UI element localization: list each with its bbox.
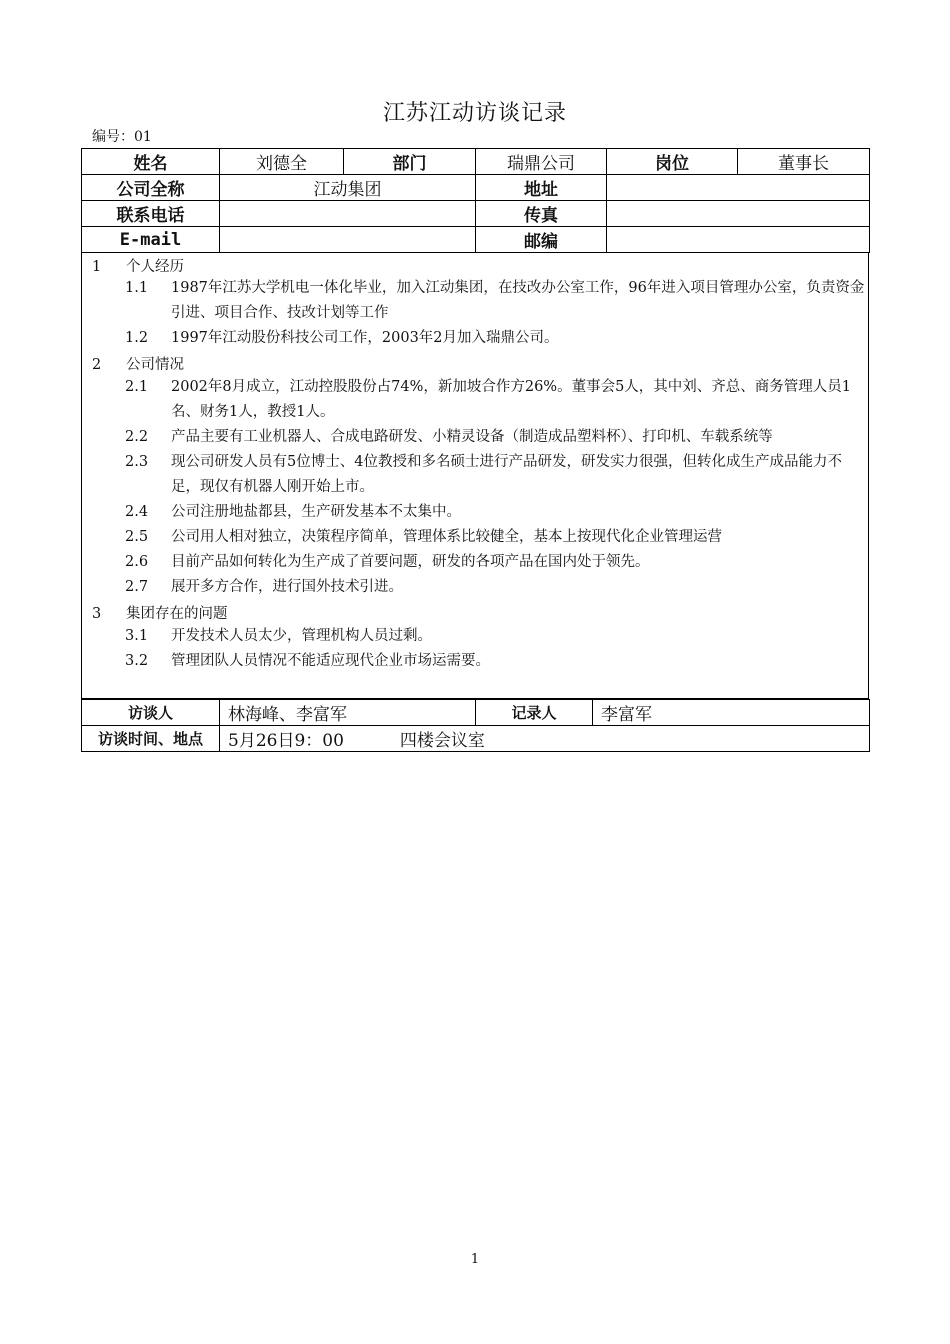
document-number: 编号：01 — [92, 129, 152, 145]
list-item: 2.4 公司注册地盐都县，生产研发基本不太集中。 — [125, 504, 461, 520]
footer-row-time-place — [82, 726, 870, 752]
interviewer-value: 林海峰、李富军 — [220, 700, 476, 726]
address-label: 地址 — [476, 175, 607, 201]
company-label: 公司全称 — [82, 175, 220, 201]
info-row-company — [82, 175, 870, 201]
company-value: 江动集团 — [220, 175, 476, 201]
fax-value — [607, 201, 870, 227]
department-label: 部门 — [344, 149, 476, 175]
recorder-value: 李富军 — [593, 700, 870, 726]
fax-label: 传真 — [476, 201, 607, 227]
section-heading: 1 个人经历 — [92, 259, 184, 275]
interview-footer-table — [81, 699, 870, 752]
list-item: 3.2 管理团队人员情况不能适应现代企业市场运需要。 — [125, 653, 490, 669]
position-label: 岗位 — [607, 149, 738, 175]
department-value: 瑞鼎公司 — [476, 149, 607, 175]
page-number: 1 — [470, 1252, 480, 1267]
list-item: 2.7 展开多方合作，进行国外技术引进。 — [125, 579, 403, 595]
list-item: 1.1 1987年江苏大学机电一体化毕业，加入江动集团，在技改办公室工作，96年进入项目管理办公室，负责资金引进、项目合作、技改计划等工作 — [125, 280, 865, 321]
list-item: 2.5 公司用人相对独立，决策程序简单，管理体系比较健全，基本上按现代化企业管理运营 — [125, 529, 722, 545]
section-heading: 2 公司情况 — [92, 357, 184, 373]
list-item: 2.6 目前产品如何转化为生产成了首要问题，研发的各项产品在国内处于领先。 — [125, 554, 650, 570]
list-item: 2.1 2002年8月成立，江动控股股份占74%，新加坡合作方26%。董事会5人，其中刘、齐总、商务管理人员1名、财务1人，教授1人。 — [125, 379, 852, 420]
basic-info-table — [81, 148, 870, 253]
position-value: 董事长 — [738, 149, 870, 175]
email-value — [220, 227, 476, 253]
phone-value — [220, 201, 476, 227]
info-row-phone — [82, 201, 870, 227]
zip-value — [607, 227, 870, 253]
footer-row-people — [82, 700, 870, 726]
info-row-email — [82, 227, 870, 253]
page-title: 江苏江动访谈记录 — [382, 101, 567, 126]
time-place-value — [220, 726, 870, 752]
interviewer-label: 访谈人 — [82, 700, 220, 726]
address-value — [607, 175, 870, 201]
name-label: 姓名 — [82, 149, 220, 175]
name-value: 刘德全 — [220, 149, 344, 175]
list-item: 2.3 现公司研发人员有5位博士、4位教授和多名硕士进行产品研发，研发实力很强，但转化成生产成品能力不足，现仅有机器人刚开始上市。 — [125, 454, 842, 495]
time-place-label: 访谈时间、地点 — [82, 726, 220, 752]
interview-time: 5月26日9：00 — [228, 731, 344, 751]
recorder-label: 记录人 — [476, 700, 593, 726]
phone-label: 联系电话 — [82, 201, 220, 227]
interview-place: 四楼会议室 — [399, 731, 485, 751]
list-item: 2.2 产品主要有工业机器人、合成电路研发、小精灵设备（制造成品塑料杯）、打印机、车载系统等 — [125, 429, 773, 445]
email-label: E-mail — [82, 227, 220, 253]
zip-label: 邮编 — [476, 227, 607, 253]
list-item: 3.1 开发技术人员太少，管理机构人员过剩。 — [125, 628, 432, 644]
list-item: 1.2 1997年江动股份科技公司工作，2003年2月加入瑞鼎公司。 — [125, 330, 559, 346]
interview-content — [81, 252, 869, 699]
section-heading: 3 集团存在的问题 — [92, 606, 228, 622]
info-row-name — [82, 149, 870, 175]
